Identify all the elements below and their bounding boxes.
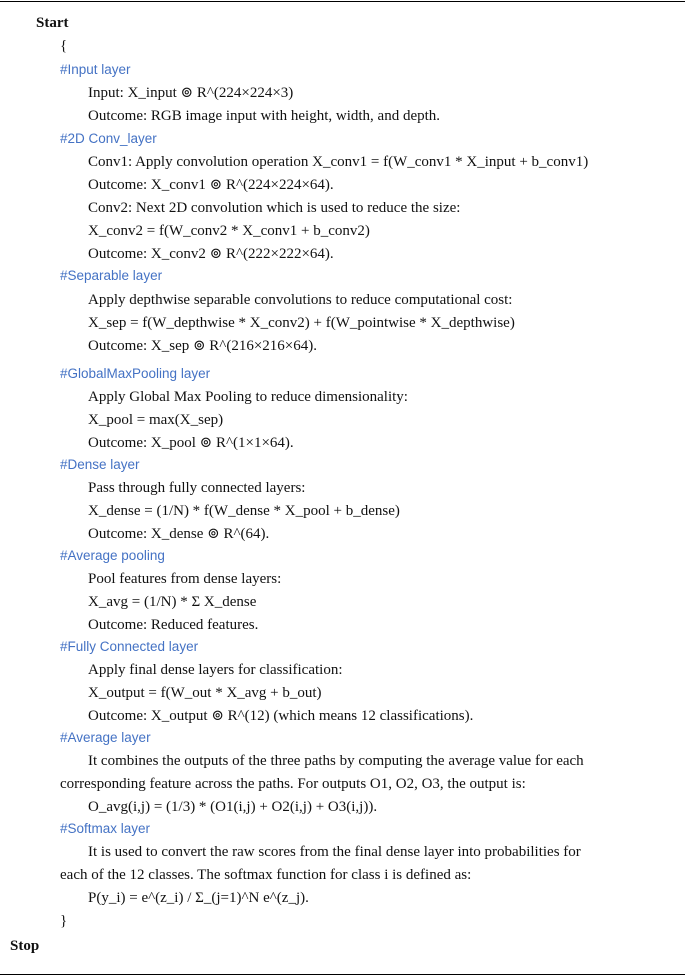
avgpool-line-2: X_avg = (1/N) * Σ X_dense [88, 594, 257, 610]
input-line-2: Outcome: RGB image input with height, width, and depth. [88, 108, 441, 124]
start-label: Start [36, 15, 69, 31]
bottom-rule [0, 974, 685, 975]
heading-input-layer: #Input layer [60, 62, 131, 77]
heading-average-layer: #Average layer [60, 730, 151, 745]
separable-line-1: Apply depthwise separable convolutions to reduce computational cost: [88, 292, 513, 308]
softmax-para-line-1: It is used to convert the raw scores from the final dense layer into probabilities for [88, 844, 581, 860]
gmp-line-3: Outcome: X_pool ⊚ R^(1×1×64). [88, 435, 294, 451]
conv-line-3: Conv2: Next 2D convolution which is used to reduce the size: [88, 200, 461, 216]
fc-line-2: X_output = f(W_out * X_avg + b_out) [88, 685, 322, 701]
dense-line-3: Outcome: X_dense ⊚ R^(64). [88, 526, 270, 542]
separable-line-3: Outcome: X_sep ⊚ R^(216×216×64). [88, 338, 317, 354]
average-formula: O_avg(i,j) = (1/3) * (O1(i,j) + O2(i,j) + O3(i,j)). [88, 799, 378, 815]
gmp-line-1: Apply Global Max Pooling to reduce dimensionality: [88, 389, 408, 405]
heading-avgpool-layer: #Average pooling [60, 548, 165, 563]
open-brace: { [60, 38, 68, 54]
fc-line-1: Apply final dense layers for classification: [88, 662, 343, 678]
conv-line-1: Conv1: Apply convolution operation X_conv1 = f(W_conv1 * X_input + b_conv1) [88, 154, 589, 170]
conv-line-2: Outcome: X_conv1 ⊚ R^(224×224×64). [88, 177, 334, 193]
conv-line-5: Outcome: X_conv2 ⊚ R^(222×222×64). [88, 246, 334, 262]
softmax-formula: P(y_i) = e^(z_i) / Σ_(j=1)^N e^(z_j). [88, 890, 309, 906]
heading-softmax-layer: #Softmax layer [60, 821, 151, 836]
separable-line-2: X_sep = f(W_depthwise * X_conv2) + f(W_pointwise * X_depthwise) [88, 315, 515, 331]
average-para-line-1: It combines the outputs of the three paths by computing the average value for each [88, 753, 584, 769]
heading-conv-layer: #2D Conv_layer [60, 131, 157, 146]
heading-fc-layer: #Fully Connected layer [60, 639, 199, 654]
softmax-para-line-2: each of the 12 classes. The softmax function for class i is defined as: [60, 867, 472, 883]
heading-separable-layer: #Separable layer [60, 268, 163, 283]
dense-line-1: Pass through fully connected layers: [88, 480, 306, 496]
heading-gmp-layer: #GlobalMaxPooling layer [60, 366, 211, 381]
close-brace: } [60, 913, 68, 929]
conv-line-4: X_conv2 = f(W_conv2 * X_conv1 + b_conv2) [88, 223, 370, 239]
input-line-1: Input: X_input ⊚ R^(224×224×3) [88, 85, 294, 101]
heading-dense-layer: #Dense layer [60, 457, 140, 472]
average-para-line-2: corresponding feature across the paths. For outputs O1, O2, O3, the output is: [60, 776, 526, 792]
top-rule [0, 1, 685, 2]
avgpool-line-1: Pool features from dense layers: [88, 571, 282, 587]
dense-line-2: X_dense = (1/N) * f(W_dense * X_pool + b_dense) [88, 503, 400, 519]
avgpool-line-3: Outcome: Reduced features. [88, 617, 259, 633]
gmp-line-2: X_pool = max(X_sep) [88, 412, 224, 428]
stop-label: Stop [10, 938, 40, 954]
fc-line-3: Outcome: X_output ⊚ R^(12) (which means 12 classifications). [88, 708, 474, 724]
